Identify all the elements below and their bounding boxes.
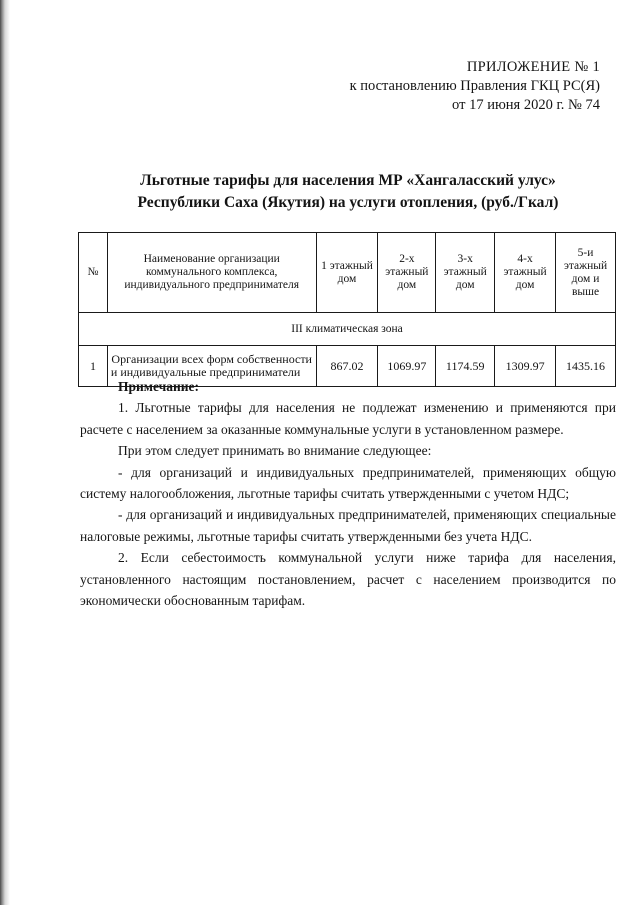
appendix-label: ПРИЛОЖЕНИЕ № 1 (466, 59, 600, 75)
header-number: № (79, 233, 108, 313)
title-line-2: Республики Саха (Якутия) на услуги отопления, (руб./Гкал) (137, 194, 559, 211)
row-number: 1 (79, 346, 108, 387)
appendix-date: от 17 июня 2020 г. № 74 (452, 97, 600, 113)
table-header-row (79, 233, 616, 313)
row-organization: Организации всех форм собственности и индивидуальные предприниматели (107, 346, 316, 387)
zone-row (79, 313, 616, 346)
tariff-4-floor: 1309.97 (495, 346, 556, 387)
header-2-floor: 2-х этажный дом (378, 233, 436, 313)
climate-zone-label: III климатическая зона (79, 313, 616, 346)
appendix-block (350, 58, 600, 115)
tariff-5-floor-plus: 1435.16 (556, 346, 616, 387)
note-paragraph-3: - для организаций и индивидуальных предпринимателей, применяющих общую систему налогообложения, льготные тарифы считать утвержденными с учетом НДС; (80, 464, 616, 502)
note-paragraph-2: При этом следует принимать во внимание следующее: (118, 443, 432, 459)
tariff-1-floor: 867.02 (316, 346, 378, 387)
header-organization: Наименование организации коммунального комплекса, индивидуального предпринимателя (107, 233, 316, 313)
tariff-2-floor: 1069.97 (378, 346, 436, 387)
note-paragraph-5: 2. Если себестоимость коммунальной услуги ниже тарифа для населения, установленного настоящим постановлением, расчет с населением производится по экономически обоснованным тарифам. (80, 550, 616, 609)
header-4-floor: 4-х этажный дом (495, 233, 556, 313)
appendix-resolution-ref: к постановлению Правления ГКЦ РС(Я) (349, 78, 600, 94)
notes-heading: Примечание: (118, 379, 200, 394)
notes-section (80, 376, 616, 611)
tariff-table (78, 232, 616, 387)
scan-edge-shadow (0, 0, 10, 905)
title-line-1: Льготные тарифы для населения МР «Хангаласский улус» (140, 172, 556, 189)
header-3-floor: 3-х этажный дом (436, 233, 495, 313)
header-5-floor-plus: 5-и этажный дом и выше (556, 233, 616, 313)
document-title (80, 170, 616, 214)
tariff-3-floor: 1174.59 (436, 346, 495, 387)
note-paragraph-4: - для организаций и индивидуальных предпринимателей, применяющих специальные налоговые режимы, льготные тарифы считать утвержденными без учета НДС. (80, 507, 616, 544)
header-1-floor: 1 этажный дом (316, 233, 378, 313)
note-paragraph-1: 1. Льготные тарифы для населения не подлежат изменению и применяются при расчете с населением за оказанные коммунальные услуги в установленном размере. (80, 400, 616, 437)
